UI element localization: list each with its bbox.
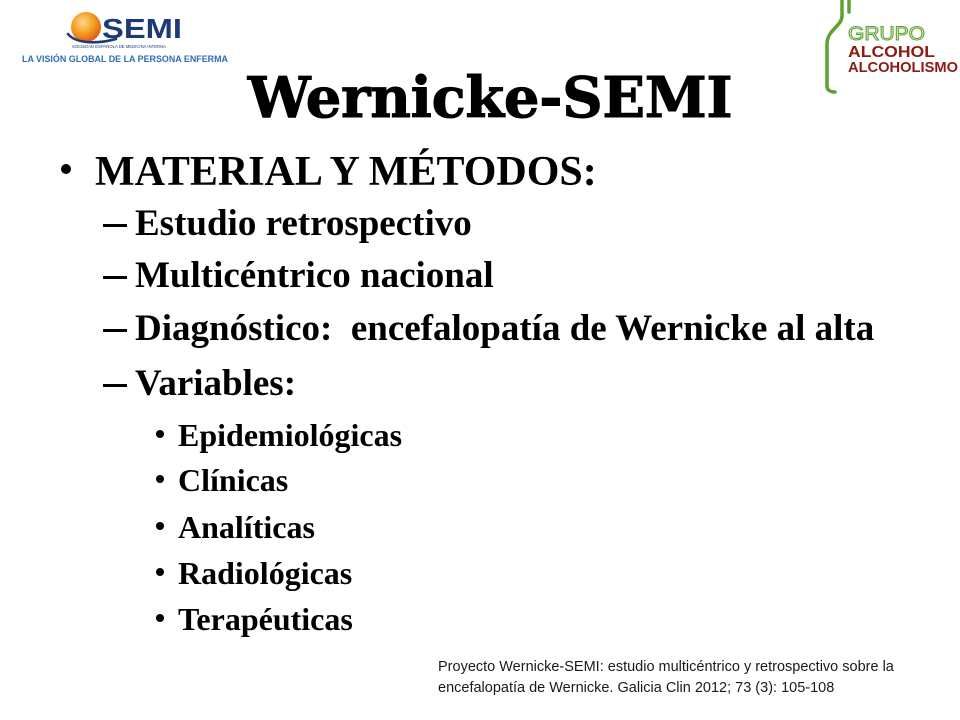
bullet-heading bbox=[0, 147, 960, 197]
globe-icon bbox=[71, 12, 101, 42]
variable-item-text: Analíticas bbox=[178, 509, 315, 545]
list-item bbox=[0, 254, 960, 298]
dash-icon bbox=[103, 224, 127, 227]
bullet-icon bbox=[156, 614, 164, 622]
variable-item-text: Radiológicas bbox=[178, 555, 353, 591]
alcohol-label: ALCOHOL bbox=[848, 44, 936, 61]
semi-logo-graphic bbox=[18, 6, 234, 68]
variable-item bbox=[0, 508, 960, 546]
dash-icon bbox=[103, 329, 127, 332]
alcoholismo-label: ALCOHOLISMO bbox=[848, 59, 959, 76]
list-item bbox=[0, 202, 960, 246]
bullet-icon bbox=[61, 164, 71, 174]
citation-line: encefalopatía de Wernicke. Galicia Clin 2012; 73 (3): 105-108 bbox=[438, 680, 835, 696]
variable-item bbox=[0, 461, 960, 499]
semi-logo bbox=[18, 6, 234, 68]
variable-item bbox=[0, 416, 960, 454]
list-item-text: Multicéntrico nacional bbox=[135, 255, 494, 296]
semi-wordmark: SEMI bbox=[102, 13, 182, 44]
list-item-text: Estudio retrospectivo bbox=[135, 203, 472, 244]
bullet-icon bbox=[156, 430, 164, 438]
variable-item-text: Clínicas bbox=[178, 462, 289, 498]
variable-item bbox=[0, 554, 960, 592]
list-item-text: Variables: bbox=[135, 363, 297, 404]
grupo-label: GRUPO bbox=[848, 24, 925, 45]
list-item bbox=[0, 307, 960, 351]
semi-tagline: LA VISIÓN GLOBAL DE LA PERSONA ENFERMA bbox=[22, 54, 230, 64]
variable-item bbox=[0, 600, 960, 638]
variable-item-text: Epidemiológicas bbox=[178, 417, 403, 453]
dash-icon bbox=[103, 384, 127, 387]
slide-title: Wernicke-SEMI bbox=[247, 65, 733, 131]
bullet-icon bbox=[156, 522, 164, 530]
citation-line: Proyecto Wernicke-SEMI: estudio multicéntrico y retrospectivo sobre la bbox=[438, 659, 894, 675]
dash-icon bbox=[103, 276, 127, 279]
semi-society-name: SOCIEDAD ESPAÑOLA DE MEDICINA INTERNA bbox=[72, 44, 175, 49]
bullet-icon bbox=[156, 475, 164, 483]
variable-item-text: Terapéuticas bbox=[178, 601, 353, 637]
bullet-icon bbox=[156, 568, 164, 576]
list-item bbox=[0, 362, 960, 406]
citation bbox=[438, 657, 894, 699]
list-item-text: Diagnóstico: encefalopatía de Wernicke al alta bbox=[135, 308, 875, 349]
heading-text: MATERIAL Y MÉTODOS: bbox=[95, 149, 597, 195]
